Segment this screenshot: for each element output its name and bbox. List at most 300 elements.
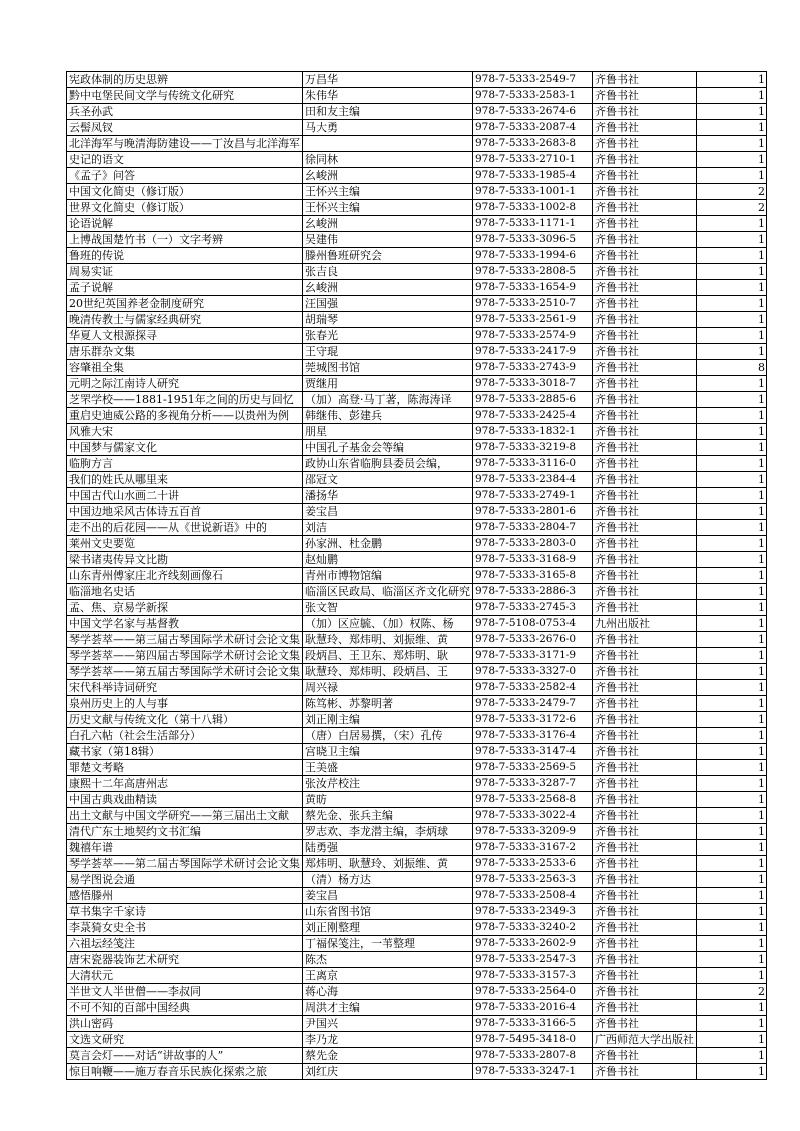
table-row (67, 552, 767, 568)
table-row (67, 920, 767, 936)
table-row (67, 968, 767, 984)
quantity-cell: 1 (697, 488, 767, 504)
book-title-cell: 走不出的后花园——从《世说新语》中的 (67, 520, 303, 536)
isbn-cell: 978-7-5333-1001-1 (473, 184, 593, 200)
publisher-cell: 齐鲁书社 (593, 760, 697, 776)
table-row (67, 152, 767, 168)
isbn-cell: 978-7-5333-2547-3 (473, 952, 593, 968)
table-row (67, 456, 767, 472)
author-cell: 邵冠文 (303, 472, 473, 488)
isbn-cell: 978-7-5333-2564-0 (473, 984, 593, 1000)
publisher-cell: 齐鲁书社 (593, 664, 697, 680)
publisher-cell: 齐鲁书社 (593, 488, 697, 504)
publisher-cell: 齐鲁书社 (593, 296, 697, 312)
quantity-cell: 1 (697, 744, 767, 760)
publisher-cell: 齐鲁书社 (593, 984, 697, 1000)
book-title-cell: 孟、焦、京易学新探 (67, 600, 303, 616)
publisher-cell: 齐鲁书社 (593, 600, 697, 616)
quantity-cell: 1 (697, 632, 767, 648)
publisher-cell: 广西师范大学出版社 (593, 1032, 697, 1048)
book-title-cell: 山东青州傅家庄北齐线刻画像石 (67, 568, 303, 584)
isbn-cell: 978-7-5333-2803-0 (473, 536, 593, 552)
isbn-cell: 978-7-5333-3287-7 (473, 776, 593, 792)
table-row (67, 904, 767, 920)
table-row (67, 536, 767, 552)
quantity-cell: 1 (697, 568, 767, 584)
book-title-cell: 出土文献与中国文学研究——第三届出土文献 (67, 808, 303, 824)
publisher-cell: 齐鲁书社 (593, 840, 697, 856)
publisher-cell: 齐鲁书社 (593, 568, 697, 584)
publisher-cell: 齐鲁书社 (593, 376, 697, 392)
quantity-cell: 1 (697, 1032, 767, 1048)
quantity-cell: 1 (697, 408, 767, 424)
quantity-cell: 1 (697, 728, 767, 744)
isbn-cell: 978-7-5333-2016-4 (473, 1000, 593, 1016)
quantity-cell: 2 (697, 984, 767, 1000)
publisher-cell: 齐鲁书社 (593, 120, 697, 136)
book-title-cell: 文选文研究 (67, 1032, 303, 1048)
book-title-cell: 我们的姓氏从哪里来 (67, 472, 303, 488)
quantity-cell: 1 (697, 1048, 767, 1064)
author-cell: 刘正刚主编 (303, 712, 473, 728)
book-list-body (67, 72, 767, 1080)
publisher-cell: 齐鲁书社 (593, 1000, 697, 1016)
table-row (67, 376, 767, 392)
quantity-cell: 1 (697, 664, 767, 680)
author-cell: 幺峻洲 (303, 280, 473, 296)
isbn-cell: 978-7-5333-2510-7 (473, 296, 593, 312)
quantity-cell: 1 (697, 440, 767, 456)
book-title-cell: 历史文献与传统文化（第十八辑） (67, 712, 303, 728)
publisher-cell: 齐鲁书社 (593, 184, 697, 200)
author-cell: 陆勇强 (303, 840, 473, 856)
quantity-cell: 1 (697, 168, 767, 184)
isbn-cell: 978-7-5333-2533-6 (473, 856, 593, 872)
isbn-cell: 978-7-5333-3327-0 (473, 664, 593, 680)
author-cell: （加）区应毓、（加）权陈、杨 (303, 616, 473, 632)
publisher-cell: 齐鲁书社 (593, 856, 697, 872)
publisher-cell: 齐鲁书社 (593, 920, 697, 936)
book-title-cell: 唐乐群杂文集 (67, 344, 303, 360)
table-row (67, 184, 767, 200)
publisher-cell: 齐鲁书社 (593, 232, 697, 248)
isbn-cell: 978-7-5108-0753-4 (473, 616, 593, 632)
publisher-cell: 齐鲁书社 (593, 648, 697, 664)
book-title-cell: 华夏人文根源探寻 (67, 328, 303, 344)
book-title-cell: 藏书家（第18辑） (67, 744, 303, 760)
author-cell: 蔡先金 (303, 1048, 473, 1064)
book-title-cell: 芝罘学校——1881-1951年之间的历史与回忆 (67, 392, 303, 408)
table-row (67, 648, 767, 664)
table-row (67, 792, 767, 808)
author-cell: 张春光 (303, 328, 473, 344)
isbn-cell: 978-7-5333-2710-1 (473, 152, 593, 168)
isbn-cell: 978-7-5333-2508-4 (473, 888, 593, 904)
author-cell: 黄昉 (303, 792, 473, 808)
isbn-cell: 978-7-5333-3167-2 (473, 840, 593, 856)
publisher-cell: 齐鲁书社 (593, 792, 697, 808)
book-title-cell: 梁书诸夷传异文比勘 (67, 552, 303, 568)
publisher-cell: 齐鲁书社 (593, 680, 697, 696)
author-cell: 尹国兴 (303, 1016, 473, 1032)
isbn-cell: 978-7-5333-1171-1 (473, 216, 593, 232)
table-row (67, 440, 767, 456)
book-title-cell: 宪政体制的历史思辨 (67, 72, 303, 88)
publisher-cell: 齐鲁书社 (593, 744, 697, 760)
table-row (67, 760, 767, 776)
author-cell: 王离京 (303, 968, 473, 984)
publisher-cell: 齐鲁书社 (593, 392, 697, 408)
author-cell: 朋星 (303, 424, 473, 440)
author-cell: 张吉良 (303, 264, 473, 280)
table-row (67, 680, 767, 696)
isbn-cell: 978-7-5333-2807-8 (473, 1048, 593, 1064)
author-cell: 蔡先金、张兵主编 (303, 808, 473, 824)
author-cell: （唐）白居易撰，（宋）孔传 (303, 728, 473, 744)
quantity-cell: 1 (697, 424, 767, 440)
quantity-cell: 1 (697, 1064, 767, 1080)
table-row (67, 1048, 767, 1064)
quantity-cell: 1 (697, 504, 767, 520)
author-cell: 李乃龙 (303, 1032, 473, 1048)
publisher-cell: 齐鲁书社 (593, 904, 697, 920)
book-title-cell: 中国梦与儒家文化 (67, 440, 303, 456)
quantity-cell: 1 (697, 872, 767, 888)
publisher-cell: 齐鲁书社 (593, 632, 697, 648)
author-cell: 张文智 (303, 600, 473, 616)
author-cell: 胡瑞琴 (303, 312, 473, 328)
table-row (67, 664, 767, 680)
table-row (67, 88, 767, 104)
isbn-cell: 978-7-5333-3209-9 (473, 824, 593, 840)
publisher-cell: 齐鲁书社 (593, 168, 697, 184)
book-title-cell: 上博战国楚竹书（一）文字考辨 (67, 232, 303, 248)
book-title-cell: 琴学荟萃——第三届古琴国际学术研讨会论文集 (67, 632, 303, 648)
table-row (67, 472, 767, 488)
author-cell: 山东省图书馆 (303, 904, 473, 920)
table-row (67, 328, 767, 344)
isbn-cell: 978-7-5333-2804-7 (473, 520, 593, 536)
publisher-cell: 齐鲁书社 (593, 152, 697, 168)
quantity-cell: 1 (697, 696, 767, 712)
book-title-cell: 泉州历史上的人与事 (67, 696, 303, 712)
book-title-cell: 半世文人半世僧——李叔同 (67, 984, 303, 1000)
author-cell: 朱伟华 (303, 88, 473, 104)
book-title-cell: 琴学荟萃——第四届古琴国际学术研讨会论文集 (67, 648, 303, 664)
isbn-cell: 978-7-5333-3157-3 (473, 968, 593, 984)
publisher-cell: 齐鲁书社 (593, 440, 697, 456)
isbn-cell: 978-7-5333-2808-5 (473, 264, 593, 280)
book-title-cell: 不可不知的百部中国经典 (67, 1000, 303, 1016)
isbn-cell: 978-7-5333-1985-4 (473, 168, 593, 184)
book-title-cell: 琴学荟萃——第二届古琴国际学术研讨会论文集 (67, 856, 303, 872)
isbn-cell: 978-7-5333-1832-1 (473, 424, 593, 440)
author-cell: 蒋心海 (303, 984, 473, 1000)
isbn-cell: 978-7-5333-2583-1 (473, 88, 593, 104)
isbn-cell: 978-7-5333-2602-9 (473, 936, 593, 952)
quantity-cell: 1 (697, 712, 767, 728)
publisher-cell: 齐鲁书社 (593, 728, 697, 744)
book-title-cell: 史记的语文 (67, 152, 303, 168)
isbn-cell: 978-7-5333-2745-3 (473, 600, 593, 616)
author-cell: 王守琨 (303, 344, 473, 360)
author-cell (303, 136, 473, 152)
quantity-cell: 1 (697, 920, 767, 936)
isbn-cell: 978-7-5333-3240-2 (473, 920, 593, 936)
publisher-cell: 齐鲁书社 (593, 936, 697, 952)
publisher-cell: 齐鲁书社 (593, 344, 697, 360)
quantity-cell: 1 (697, 88, 767, 104)
quantity-cell: 1 (697, 584, 767, 600)
quantity-cell: 1 (697, 888, 767, 904)
quantity-cell: 1 (697, 312, 767, 328)
quantity-cell: 1 (697, 104, 767, 120)
quantity-cell: 1 (697, 136, 767, 152)
author-cell: 王美盛 (303, 760, 473, 776)
publisher-cell: 齐鲁书社 (593, 696, 697, 712)
publisher-cell: 齐鲁书社 (593, 216, 697, 232)
quantity-cell: 8 (697, 360, 767, 376)
book-title-cell: 20世纪英国养老金制度研究 (67, 296, 303, 312)
publisher-cell: 齐鲁书社 (593, 504, 697, 520)
table-row (67, 728, 767, 744)
isbn-cell: 978-7-5333-2561-9 (473, 312, 593, 328)
book-title-cell: 元明之际江南诗人研究 (67, 376, 303, 392)
isbn-cell: 978-7-5333-1002-8 (473, 200, 593, 216)
table-row (67, 952, 767, 968)
quantity-cell: 1 (697, 808, 767, 824)
table-row (67, 232, 767, 248)
book-title-cell: 琴学荟萃——第五届古琴国际学术研讨会论文集 (67, 664, 303, 680)
quantity-cell: 1 (697, 264, 767, 280)
author-cell: 姜宝昌 (303, 504, 473, 520)
isbn-cell: 978-7-5333-2417-9 (473, 344, 593, 360)
publisher-cell: 齐鲁书社 (593, 1064, 697, 1080)
author-cell: 赵灿鹏 (303, 552, 473, 568)
table-row (67, 808, 767, 824)
book-title-cell: 世界文化简史（修订版） (67, 200, 303, 216)
author-cell: 吴建伟 (303, 232, 473, 248)
publisher-cell: 齐鲁书社 (593, 1048, 697, 1064)
publisher-cell: 齐鲁书社 (593, 424, 697, 440)
table-row (67, 72, 767, 88)
isbn-cell: 978-7-5333-2676-0 (473, 632, 593, 648)
publisher-cell: 齐鲁书社 (593, 1016, 697, 1032)
publisher-cell: 齐鲁书社 (593, 88, 697, 104)
isbn-cell: 978-7-5333-2549-7 (473, 72, 593, 88)
table-row (67, 744, 767, 760)
author-cell: 王怀兴主编 (303, 200, 473, 216)
book-title-cell: 临朐方言 (67, 456, 303, 472)
isbn-cell: 978-7-5333-2885-6 (473, 392, 593, 408)
table-row (67, 248, 767, 264)
publisher-cell: 齐鲁书社 (593, 552, 697, 568)
book-title-cell: 云髻凤钗 (67, 120, 303, 136)
quantity-cell: 1 (697, 216, 767, 232)
table-row (67, 600, 767, 616)
publisher-cell: 齐鲁书社 (593, 584, 697, 600)
author-cell: 姜宝昌 (303, 888, 473, 904)
table-row (67, 168, 767, 184)
table-row (67, 408, 767, 424)
isbn-cell: 978-7-5333-3165-8 (473, 568, 593, 584)
book-title-cell: 黔中屯堡民间文学与传统文化研究 (67, 88, 303, 104)
isbn-cell: 978-7-5333-2349-3 (473, 904, 593, 920)
author-cell: 刘洁 (303, 520, 473, 536)
isbn-cell: 978-7-5333-2568-8 (473, 792, 593, 808)
quantity-cell: 1 (697, 328, 767, 344)
quantity-cell: 1 (697, 616, 767, 632)
publisher-cell: 齐鲁书社 (593, 520, 697, 536)
publisher-cell: 齐鲁书社 (593, 824, 697, 840)
book-title-cell: 周易实证 (67, 264, 303, 280)
author-cell: 滕州鲁班研究会 (303, 248, 473, 264)
author-cell: 罗志欢、李龙潜主编，李炳球 (303, 824, 473, 840)
table-row (67, 696, 767, 712)
quantity-cell: 1 (697, 1000, 767, 1016)
author-cell: 张汝芹校注 (303, 776, 473, 792)
publisher-cell: 九州出版社 (593, 616, 697, 632)
table-row (67, 616, 767, 632)
book-title-cell: 《孟子》问答 (67, 168, 303, 184)
publisher-cell: 齐鲁书社 (593, 312, 697, 328)
author-cell: 幺峻洲 (303, 168, 473, 184)
table-row (67, 136, 767, 152)
table-row (67, 712, 767, 728)
isbn-cell: 978-7-5495-3418-0 (473, 1032, 593, 1048)
author-cell: 耿慧玲、郑炜明、刘振维、黄 (303, 632, 473, 648)
publisher-cell: 齐鲁书社 (593, 952, 697, 968)
isbn-cell: 978-7-5333-3147-4 (473, 744, 593, 760)
quantity-cell: 1 (697, 376, 767, 392)
isbn-cell: 978-7-5333-2683-8 (473, 136, 593, 152)
quantity-cell: 1 (697, 968, 767, 984)
table-row (67, 344, 767, 360)
publisher-cell: 齐鲁书社 (593, 280, 697, 296)
book-title-cell: 魏禧年谱 (67, 840, 303, 856)
quantity-cell: 1 (697, 824, 767, 840)
book-title-cell: 清代广东土地契约文书汇编 (67, 824, 303, 840)
quantity-cell: 1 (697, 792, 767, 808)
quantity-cell: 1 (697, 152, 767, 168)
isbn-cell: 978-7-5333-2743-9 (473, 360, 593, 376)
isbn-cell: 978-7-5333-3172-6 (473, 712, 593, 728)
quantity-cell: 1 (697, 600, 767, 616)
book-title-cell: 临淄地名史话 (67, 584, 303, 600)
author-cell: 陈杰 (303, 952, 473, 968)
book-title-cell: 唐宋瓷器装饰艺术研究 (67, 952, 303, 968)
book-title-cell: 中国文化简史（修订版） (67, 184, 303, 200)
isbn-cell: 978-7-5333-3168-9 (473, 552, 593, 568)
author-cell: 耿慧玲、郑炜明、段炳昌、王 (303, 664, 473, 680)
author-cell: 宫晓卫主编 (303, 744, 473, 760)
quantity-cell: 1 (697, 280, 767, 296)
author-cell: 潘扬华 (303, 488, 473, 504)
table-row (67, 568, 767, 584)
book-list-table (66, 71, 767, 1080)
isbn-cell: 978-7-5333-3219-8 (473, 440, 593, 456)
table-row (67, 296, 767, 312)
isbn-cell: 978-7-5333-2749-1 (473, 488, 593, 504)
author-cell: 郑炜明、耿慧玲、刘振维、黄 (303, 856, 473, 872)
author-cell: 丁福保笺注，一苇整理 (303, 936, 473, 952)
author-cell: 青州市博物馆编 (303, 568, 473, 584)
isbn-cell: 978-7-5333-2674-6 (473, 104, 593, 120)
isbn-cell: 978-7-5333-2087-4 (473, 120, 593, 136)
author-cell: 段炳昌、王卫东、郑炜明、耿 (303, 648, 473, 664)
publisher-cell: 齐鲁书社 (593, 408, 697, 424)
book-title-cell: 康熙十二年高唐州志 (67, 776, 303, 792)
author-cell: 政协山东省临朐县委员会编， (303, 456, 473, 472)
publisher-cell: 齐鲁书社 (593, 456, 697, 472)
publisher-cell: 齐鲁书社 (593, 200, 697, 216)
author-cell: 田和友主编 (303, 104, 473, 120)
publisher-cell: 齐鲁书社 (593, 360, 697, 376)
quantity-cell: 1 (697, 120, 767, 136)
book-title-cell: 李菉猗女史全书 (67, 920, 303, 936)
table-row (67, 840, 767, 856)
author-cell: （清）杨方达 (303, 872, 473, 888)
table-row (67, 488, 767, 504)
isbn-cell: 978-7-5333-2563-3 (473, 872, 593, 888)
quantity-cell: 1 (697, 552, 767, 568)
author-cell: 汪国强 (303, 296, 473, 312)
table-row (67, 216, 767, 232)
isbn-cell: 978-7-5333-2384-4 (473, 472, 593, 488)
isbn-cell: 978-7-5333-3166-5 (473, 1016, 593, 1032)
quantity-cell: 1 (697, 760, 767, 776)
table-row (67, 1032, 767, 1048)
publisher-cell: 齐鲁书社 (593, 808, 697, 824)
quantity-cell: 1 (697, 680, 767, 696)
table-row (67, 264, 767, 280)
quantity-cell: 1 (697, 344, 767, 360)
isbn-cell: 978-7-5333-3018-7 (473, 376, 593, 392)
publisher-cell: 齐鲁书社 (593, 776, 697, 792)
table-row (67, 1000, 767, 1016)
quantity-cell: 1 (697, 904, 767, 920)
quantity-cell: 1 (697, 456, 767, 472)
isbn-cell: 978-7-5333-1994-6 (473, 248, 593, 264)
table-row (67, 120, 767, 136)
isbn-cell: 978-7-5333-3247-1 (473, 1064, 593, 1080)
table-row (67, 872, 767, 888)
book-title-cell: 兵圣孙武 (67, 104, 303, 120)
book-title-cell: 孟子说解 (67, 280, 303, 296)
quantity-cell: 1 (697, 648, 767, 664)
book-title-cell: 感悟滕州 (67, 888, 303, 904)
book-title-cell: 大清状元 (67, 968, 303, 984)
isbn-cell: 978-7-5333-2582-4 (473, 680, 593, 696)
book-title-cell: 中国古典戏曲精读 (67, 792, 303, 808)
table-row (67, 504, 767, 520)
book-title-cell: 六祖坛经笺注 (67, 936, 303, 952)
isbn-cell: 978-7-5333-2801-6 (473, 504, 593, 520)
table-row (67, 936, 767, 952)
book-title-cell: 鲁班的传说 (67, 248, 303, 264)
book-title-cell: 易学图说会通 (67, 872, 303, 888)
publisher-cell: 齐鲁书社 (593, 712, 697, 728)
author-cell: 刘红庆 (303, 1064, 473, 1080)
author-cell: 陈笃彬、苏黎明著 (303, 696, 473, 712)
publisher-cell: 齐鲁书社 (593, 872, 697, 888)
table-row (67, 312, 767, 328)
author-cell: 莞城图书馆 (303, 360, 473, 376)
table-row (67, 200, 767, 216)
author-cell: 周洪才主编 (303, 1000, 473, 1016)
publisher-cell: 齐鲁书社 (593, 536, 697, 552)
isbn-cell: 978-7-5333-2886-3 (473, 584, 593, 600)
